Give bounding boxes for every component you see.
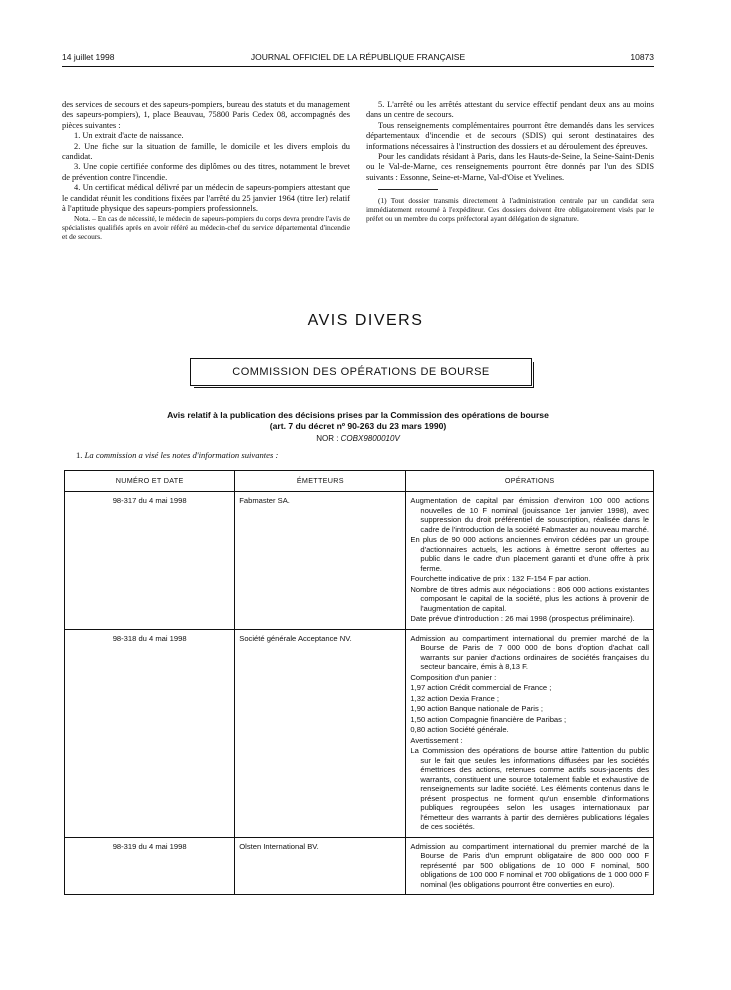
cell-numero: 98-318 du 4 mai 1998 [65, 629, 235, 837]
header-journal-title: JOURNAL OFFICIEL DE LA RÉPUBLIQUE FRANÇAISE [250, 52, 466, 62]
header-emetteurs: ÉMETTEURS [235, 471, 406, 492]
page-header [62, 52, 654, 66]
operation-text: Admission au compartiment international du premier marché de la Bourse de Paris de 7 000 000 de bons d'option d'achat call warrants sur panier d'actions ordinaires de sociétés françaises du secteur bancaire, émis à 8,13 F. [410, 633, 649, 671]
intro-number: 1. [76, 450, 85, 460]
right-paragraph-2: Tous renseignements complémentaires pourront être demandés dans les services départementaux d'incendie et de secours (SDIS) qui seront destinataires des informations nécessaires à l'instruction des dossiers et au déroulement des épreuves. [366, 120, 654, 151]
cell-operations [406, 629, 654, 837]
table-row [65, 492, 654, 630]
operation-text: Nombre de titres admis aux négociations : 806 000 actions existantes composant le capital de la société, plus les actions à provenir de l'augmentation de capital. [410, 584, 649, 613]
commission-title-box [190, 358, 532, 386]
avis-table [64, 470, 654, 895]
operation-text: 1,97 action Crédit commercial de France ; [410, 683, 552, 692]
left-column [62, 100, 350, 241]
avis-heading [62, 410, 654, 431]
intro-text: La commission a visé les notes d'information suivantes : [84, 450, 279, 460]
operation-text: 1,50 action Compagnie financière de Paribas ; [410, 714, 567, 724]
table-row [65, 837, 654, 895]
commission-title: COMMISSION DES OPÉRATIONS DE BOURSE [232, 366, 490, 378]
footnote-rule [378, 189, 438, 190]
operation-text: 1,32 action Dexia France ; [410, 693, 500, 703]
nor-value: COBX9800010V [340, 434, 400, 443]
operation-text: Avertissement : [410, 735, 463, 745]
cell-emetteur: Olsten International BV. [235, 837, 406, 895]
operation-text: 0,80 action Société générale. [410, 725, 509, 734]
left-paragraph-3: 2. Une fiche sur la situation de famille, le domicile et les divers emplois du candidat. [62, 141, 350, 162]
section-title: AVIS DIVERS [307, 312, 424, 329]
header-rule [62, 66, 654, 67]
operation-text: En plus de 90 000 actions anciennes environ cédées par un groupe d'actionnaires actuels, les actions à émettre seront offertes au public dans le cadre d'un placement garanti et d'une offre à prix ferme. [410, 535, 649, 573]
header-date: 14 juillet 1998 [62, 52, 115, 62]
nor-reference [62, 434, 654, 443]
operation-text: Date prévue d'introduction : 26 mai 1998 (prospectus préliminaire). [410, 614, 635, 623]
right-paragraph-3: Pour les candidats résidant à Paris, dans les Hauts-de-Seine, la Seine-Saint-Denis ou le Val-de-Marne, ces renseignements pourront être donnés par l'un des SDIS suivants : Essonne, Seine-et-Marne, Val-d'Oise et Yvelines. [366, 152, 654, 182]
right-footnote: (1) Tout dossier transmis directement à l'administration centrale par un candidat sera immédiatement retourné à l'expéditeur. Ces dossiers doivent être obligatoirement visés par le préfet ou un membre du corps préfectoral ayant délégation de signature. [366, 196, 654, 224]
cell-operations [406, 837, 654, 895]
operation-text: Admission au compartiment international du premier marché de la Bourse de Paris d'un emprunt obligataire de 800 000 000 F représenté par 500 obligations de 10 000 F nominal, 500 obligations de 100 000 F nominal et 700 obligations de 1 000 000 F nominal (les obligations pourront être converties en euro). [410, 841, 649, 889]
left-paragraph-2: 1. Un extrait d'acte de naissance. [74, 131, 184, 141]
left-paragraph-1: des services de secours et des sapeurs-pompiers, bureau des statuts et du management des sapeurs-pompiers), 1, place Beauvau, 75800 Paris Cedex 08, accompagnés des pièces suivantes : [62, 100, 350, 130]
header-operations: OPÉRATIONS [406, 471, 654, 492]
cell-emetteur: Société générale Acceptance NV. [235, 629, 406, 837]
table-row [65, 629, 654, 837]
intro-line [76, 450, 278, 460]
table-header-row [65, 471, 654, 492]
cell-operations [406, 492, 654, 630]
left-nota: Nota. – En cas de nécessité, le médecin de sapeurs-pompiers du corps devra prendre l'avis de spécialistes qualifiés après en avoir référé au médecin-chef du service départemental d'incendie et de secours. [62, 214, 350, 242]
header-numero-date: NUMÉRO ET DATE [65, 471, 235, 492]
left-paragraph-5: 4. Un certificat médical délivré par un médecin de sapeurs-pompiers attestant que le candidat réunit les conditions fixées par l'arrêté du 25 janvier 1964 (titre Ier) relatif à l'aptitude physique des sapeurs-pompiers professionnels. [62, 183, 350, 214]
cell-numero: 98-317 du 4 mai 1998 [65, 492, 235, 630]
avis-heading-line-2: (art. 7 du décret nº 90-263 du 23 mars 1990) [269, 420, 447, 431]
operation-text: Composition d'un panier : [410, 672, 497, 682]
operation-text: 1,90 action Banque nationale de Paris ; [410, 704, 543, 713]
nor-label: NOR : [316, 434, 341, 443]
operation-text: La Commission des opérations de bourse attire l'attention du public sur le fait que seules les informations diffusées par les sociétés émettrices des actions, retenues comme actifs sous-jacents des warrants, constituent une source totalement fiable et exhaustive de renseignements sur ladite société. Les éléments contenus dans le présent prospectus ne forment qu'un ensemble d'informations publiques regroupées selon les usages internationaux par l'émetteur des warrants à partir des dernières publications légales de ces sociétés. [410, 746, 649, 831]
header-page-number: 10873 [630, 52, 654, 62]
avis-heading-line-1: Avis relatif à la publication des décisions prises par la Commission des opérations de bourse [167, 410, 549, 420]
right-column [366, 100, 654, 223]
cell-emetteur: Fabmaster SA. [235, 492, 406, 630]
left-paragraph-4: 3. Une copie certifiée conforme des diplômes ou des titres, notamment le brevet de prévention contre l'incendie. [62, 162, 350, 182]
operation-text: Fourchette indicative de prix : 132 F-154 F par action. [410, 574, 591, 583]
right-paragraph-1: 5. L'arrêté ou les arrêtés attestant du service effectif pendant deux ans au moins dans un centre de secours. [366, 100, 654, 120]
operation-text: Augmentation de capital par émission d'environ 100 000 actions nouvelles de 10 F nominal (jouissance 1er janvier 1998), avec suppression du droit préférentiel de souscription, réalisée dans le cadre de l'introduction de la société Fabmaster au nouveau marché. [410, 496, 649, 534]
cell-numero: 98-319 du 4 mai 1998 [65, 837, 235, 895]
